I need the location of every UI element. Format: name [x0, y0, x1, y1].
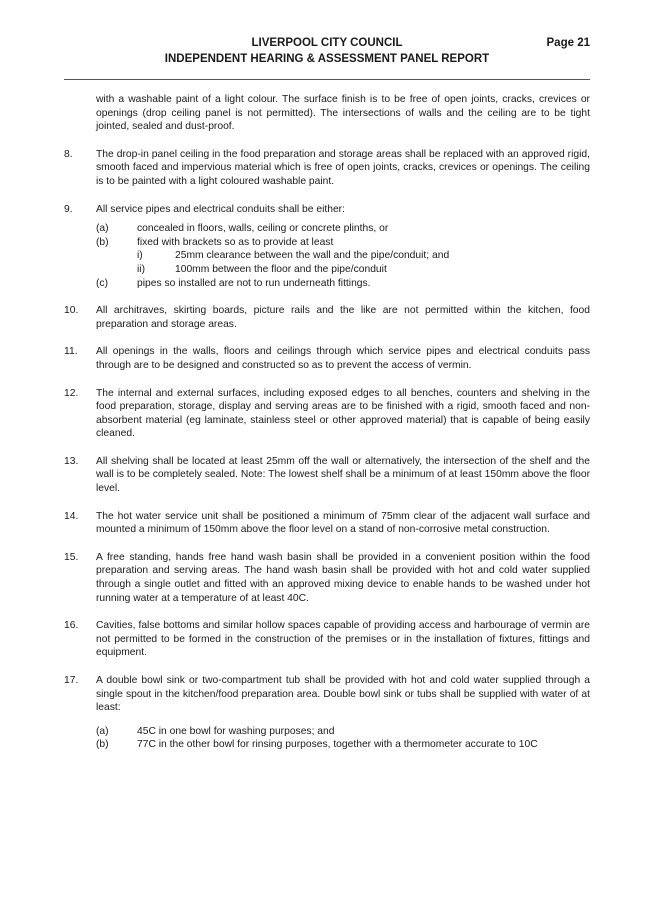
header-divider [64, 79, 590, 80]
sub-sub-item-label: ii) [137, 263, 146, 275]
sub-item-label: (b) [96, 236, 109, 248]
item-text: Cavities, false bottoms and similar hollow spaces capable of providing access and harbourage of vermin are not permitted to be formed in the construction of the premises or in the installation of fixtures, fittings and equipment. [96, 620, 590, 659]
page-number: Page 21 [546, 37, 590, 49]
sub-item-text: 77C in the other bowl for rinsing purposes, together with a thermometer accurate to 10C [137, 739, 538, 751]
item-text: The internal and external surfaces, including exposed edges to all benches, counters and shelving in the food preparation, storage, display and serving areas are to be finished with a rigid, smooth faced and non-absorbent material (eg laminate, stainless steel or other approved material) that is capable of being easily cleaned. [96, 387, 590, 440]
item-text: A free standing, hands free hand wash basin shall be provided in a convenient position within the food preparation and serving areas. The hand wash basin shall be provided with hot and cold water supplied through a single outlet and fitted with an approved mixing device to enable hands to be washed under hot running water at a temperature of at least 40C. [96, 551, 590, 604]
item-number: 9. [64, 203, 73, 215]
condition-item-15 [64, 551, 590, 605]
condition-item-17 [64, 674, 590, 715]
item-number: 11. [64, 346, 78, 358]
sub-sub-item-label: i) [137, 250, 143, 262]
sub-item-label: (a) [96, 223, 109, 235]
condition-item-10 [64, 304, 590, 331]
sub-item-c [96, 277, 590, 291]
item-number: 14. [64, 510, 79, 522]
sub-item-text: 45C in one bowl for washing purposes; and [137, 725, 335, 737]
intro-paragraph: with a washable paint of a light colour. The surface finish is to be free of open joints, cracks, crevices or openings (drop ceiling panel is not permitted). The intersections of walls and the ceiling are to be tight jointed, sealed and dust-proof. [96, 94, 590, 133]
header-council-name: LIVERPOOL CITY COUNCIL [251, 37, 403, 49]
header-report-title: INDEPENDENT HEARING & ASSESSMENT PANEL REPORT [164, 53, 490, 65]
sub-item-b-i [96, 249, 590, 263]
condition-item-11 [64, 345, 590, 372]
condition-item-9 [64, 203, 590, 217]
condition-item-12 [64, 387, 590, 441]
page-header [64, 36, 590, 76]
document-body [64, 93, 590, 766]
sub-item-text: concealed in floors, walls, ceiling or concrete plinths, or [137, 223, 389, 235]
item-9-sublist [64, 222, 590, 290]
sub-item-a [96, 725, 590, 739]
item-17-sublist [64, 725, 590, 752]
sub-item-b-ii [96, 263, 590, 277]
item-text: The drop-in panel ceiling in the food preparation and storage areas shall be replaced with an approved rigid, smooth faced and impervious material which is free of open joints, cracks, crevices or openings. The ceiling is to be painted with a light coloured washable paint. [96, 148, 590, 187]
item-text: The hot water service unit shall be positioned a minimum of 75mm clear of the adjacent wall surface and mounted a minimum of 150mm above the floor level on a stand of non-corrosive metal construction. [96, 510, 590, 536]
condition-item-16 [64, 619, 590, 660]
item-number: 16. [64, 620, 79, 632]
sub-item-label: (b) [96, 739, 109, 751]
sub-item-label: (a) [96, 725, 109, 737]
sub-item-text: pipes so installed are not to run underneath fittings. [137, 277, 371, 289]
sub-sub-item-text: 100mm between the floor and the pipe/conduit [175, 263, 387, 275]
item-number: 13. [64, 455, 79, 467]
sub-item-a [96, 222, 590, 236]
item-text: A double bowl sink or two-compartment tub shall be provided with hot and cold water supplied through a single spout in the kitchen/food preparation area. Double bowl sink or tubs shall be supplied with water of at least: [96, 675, 590, 714]
condition-item-8 [64, 148, 590, 189]
sub-sub-item-text: 25mm clearance between the wall and the pipe/conduit; and [175, 250, 450, 262]
item-text: All shelving shall be located at least 25mm off the wall or alternatively, the intersection of the shelf and the wall is to be completely sealed. Note: The lowest shelf shall be a minimum of at least 150mm above the floor level. [96, 455, 590, 495]
sub-item-b [96, 738, 590, 752]
item-number: 17. [64, 675, 79, 686]
item-number: 12. [64, 387, 79, 399]
item-number: 15. [64, 551, 79, 563]
sub-item-b [96, 236, 590, 250]
item-text: All service pipes and electrical conduits shall be either: [96, 203, 345, 215]
item-text: All architraves, skirting boards, picture rails and the like are not permitted within the kitchen, food preparation and storage areas. [96, 305, 590, 330]
sub-item-label: (c) [96, 277, 109, 289]
condition-item-13 [64, 455, 590, 496]
sub-item-text: fixed with brackets so as to provide at least [137, 236, 334, 248]
item-number: 10. [64, 305, 79, 317]
item-text: All openings in the walls, floors and ceilings through which service pipes and electrical conduits pass through are to be designed and constructed so as to prevent the access of vermin. [96, 346, 590, 371]
item-number: 8. [64, 148, 73, 160]
condition-item-14 [64, 510, 590, 537]
